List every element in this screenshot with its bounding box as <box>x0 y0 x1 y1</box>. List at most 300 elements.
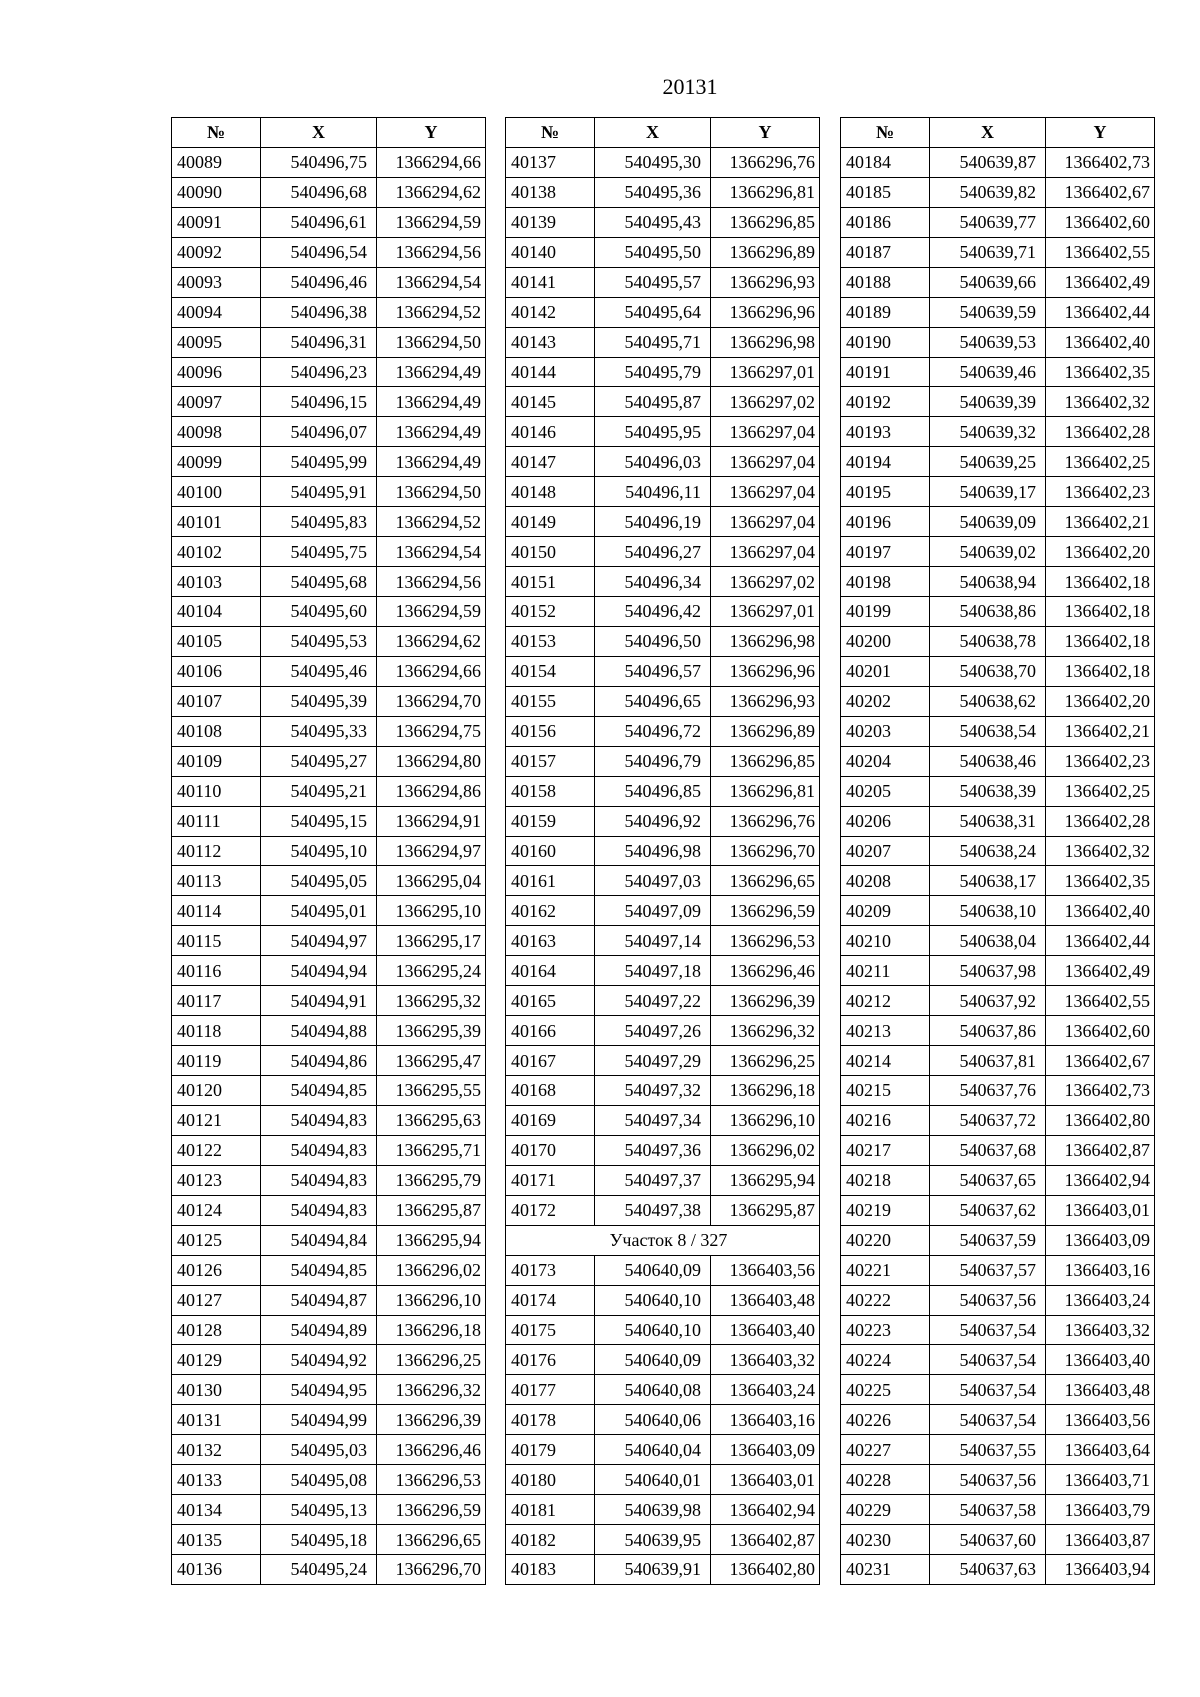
y-coordinate-cell: 1366402,18 <box>1046 567 1155 597</box>
x-coordinate-cell: 540637,58 <box>930 1495 1046 1525</box>
y-coordinate-cell: 1366296,70 <box>377 1555 486 1585</box>
table-row <box>172 1405 486 1435</box>
section-label: Участок 8 / 327 <box>506 1225 820 1255</box>
y-coordinate-cell: 1366294,49 <box>377 357 486 387</box>
table-row <box>841 986 1155 1016</box>
x-coordinate-cell: 540496,11 <box>595 477 711 507</box>
table-row <box>841 1375 1155 1405</box>
table-row <box>506 1555 820 1585</box>
y-coordinate-cell: 1366296,93 <box>711 267 820 297</box>
point-number-cell: 40138 <box>506 177 595 207</box>
x-coordinate-cell: 540639,95 <box>595 1525 711 1555</box>
point-number-cell: 40224 <box>841 1345 930 1375</box>
table-row <box>506 1315 820 1345</box>
y-coordinate-cell: 1366294,54 <box>377 537 486 567</box>
x-coordinate-cell: 540638,04 <box>930 926 1046 956</box>
x-coordinate-cell: 540638,46 <box>930 746 1046 776</box>
x-coordinate-cell: 540495,21 <box>261 776 377 806</box>
x-coordinate-cell: 540495,83 <box>261 507 377 537</box>
y-coordinate-cell: 1366403,09 <box>711 1435 820 1465</box>
table-row <box>841 597 1155 627</box>
table-row <box>841 327 1155 357</box>
x-coordinate-cell: 540495,79 <box>595 357 711 387</box>
x-coordinate-cell: 540639,17 <box>930 477 1046 507</box>
table-row <box>506 1435 820 1465</box>
point-number-cell: 40222 <box>841 1285 930 1315</box>
point-number-cell: 40132 <box>172 1435 261 1465</box>
x-coordinate-cell: 540494,84 <box>261 1225 377 1255</box>
x-coordinate-cell: 540637,65 <box>930 1165 1046 1195</box>
y-coordinate-cell: 1366297,04 <box>711 507 820 537</box>
x-coordinate-cell: 540496,42 <box>595 597 711 627</box>
point-number-cell: 40159 <box>506 806 595 836</box>
x-coordinate-cell: 540495,36 <box>595 177 711 207</box>
x-coordinate-cell: 540496,27 <box>595 537 711 567</box>
table-row <box>172 806 486 836</box>
y-coordinate-cell: 1366296,46 <box>377 1435 486 1465</box>
point-number-cell: 40205 <box>841 776 930 806</box>
table-row <box>172 507 486 537</box>
point-number-cell: 40211 <box>841 956 930 986</box>
point-number-cell: 40220 <box>841 1225 930 1255</box>
x-coordinate-cell: 540638,31 <box>930 806 1046 836</box>
table-header-row <box>841 118 1155 148</box>
point-number-cell: 40161 <box>506 866 595 896</box>
point-number-cell: 40179 <box>506 1435 595 1465</box>
x-coordinate-cell: 540637,55 <box>930 1435 1046 1465</box>
x-coordinate-cell: 540639,02 <box>930 537 1046 567</box>
table-row <box>841 507 1155 537</box>
table-row <box>841 806 1155 836</box>
point-number-cell: 40201 <box>841 656 930 686</box>
x-coordinate-cell: 540638,78 <box>930 626 1046 656</box>
table-header-row <box>172 118 486 148</box>
table-row <box>506 626 820 656</box>
table-row <box>172 1435 486 1465</box>
point-number-cell: 40143 <box>506 327 595 357</box>
table-row <box>172 1465 486 1495</box>
y-coordinate-cell: 1366296,89 <box>711 237 820 267</box>
point-number-cell: 40181 <box>506 1495 595 1525</box>
x-coordinate-cell: 540497,22 <box>595 986 711 1016</box>
table-row <box>841 1255 1155 1285</box>
x-coordinate-cell: 540638,62 <box>930 686 1046 716</box>
x-coordinate-cell: 540496,85 <box>595 776 711 806</box>
x-coordinate-cell: 540496,98 <box>595 836 711 866</box>
x-coordinate-cell: 540496,54 <box>261 237 377 267</box>
x-coordinate-cell: 540639,59 <box>930 297 1046 327</box>
x-coordinate-cell: 540495,43 <box>595 207 711 237</box>
y-coordinate-cell: 1366295,87 <box>711 1195 820 1225</box>
x-coordinate-cell: 540495,91 <box>261 477 377 507</box>
table-row <box>506 776 820 806</box>
point-number-cell: 40105 <box>172 626 261 656</box>
point-number-cell: 40131 <box>172 1405 261 1435</box>
table-row <box>172 1375 486 1405</box>
point-number-cell: 40126 <box>172 1255 261 1285</box>
table-row <box>506 896 820 926</box>
y-coordinate-cell: 1366403,16 <box>1046 1255 1155 1285</box>
table-row <box>841 477 1155 507</box>
table-row <box>841 567 1155 597</box>
y-coordinate-cell: 1366403,56 <box>1046 1405 1155 1435</box>
point-number-cell: 40165 <box>506 986 595 1016</box>
x-coordinate-cell: 540497,32 <box>595 1076 711 1106</box>
point-number-cell: 40230 <box>841 1525 930 1555</box>
x-coordinate-cell: 540496,34 <box>595 567 711 597</box>
x-coordinate-cell: 540496,61 <box>261 207 377 237</box>
x-coordinate-cell: 540494,83 <box>261 1135 377 1165</box>
table-row <box>172 327 486 357</box>
y-coordinate-cell: 1366294,80 <box>377 746 486 776</box>
point-number-cell: 40108 <box>172 716 261 746</box>
y-coordinate-cell: 1366402,73 <box>1046 147 1155 177</box>
x-coordinate-cell: 540637,92 <box>930 986 1046 1016</box>
x-coordinate-cell: 540495,68 <box>261 567 377 597</box>
x-coordinate-cell: 540496,50 <box>595 626 711 656</box>
point-number-cell: 40209 <box>841 896 930 926</box>
table-row <box>841 357 1155 387</box>
y-coordinate-cell: 1366295,87 <box>377 1195 486 1225</box>
table-row <box>506 417 820 447</box>
x-coordinate-cell: 540495,99 <box>261 447 377 477</box>
table-row <box>506 1195 820 1225</box>
y-coordinate-cell: 1366403,48 <box>711 1285 820 1315</box>
table-row <box>841 746 1155 776</box>
x-coordinate-cell: 540637,54 <box>930 1405 1046 1435</box>
table-row <box>172 1225 486 1255</box>
table-row <box>506 986 820 1016</box>
table-row <box>172 1345 486 1375</box>
table-row <box>172 237 486 267</box>
x-coordinate-cell: 540639,82 <box>930 177 1046 207</box>
point-number-cell: 40095 <box>172 327 261 357</box>
x-coordinate-cell: 540494,97 <box>261 926 377 956</box>
y-coordinate-cell: 1366295,55 <box>377 1076 486 1106</box>
y-coordinate-cell: 1366294,50 <box>377 477 486 507</box>
x-coordinate-cell: 540639,71 <box>930 237 1046 267</box>
y-coordinate-cell: 1366402,55 <box>1046 986 1155 1016</box>
y-coordinate-cell: 1366296,32 <box>377 1375 486 1405</box>
point-number-cell: 40200 <box>841 626 930 656</box>
point-number-cell: 40136 <box>172 1555 261 1585</box>
y-coordinate-cell: 1366297,02 <box>711 387 820 417</box>
table-row <box>506 1105 820 1135</box>
x-coordinate-cell: 540637,56 <box>930 1465 1046 1495</box>
x-coordinate-cell: 540494,83 <box>261 1195 377 1225</box>
x-coordinate-cell: 540497,18 <box>595 956 711 986</box>
table-row <box>506 866 820 896</box>
table-row <box>841 896 1155 926</box>
y-coordinate-cell: 1366295,10 <box>377 896 486 926</box>
point-number-cell: 40197 <box>841 537 930 567</box>
y-coordinate-cell: 1366296,59 <box>711 896 820 926</box>
y-coordinate-cell: 1366402,80 <box>1046 1105 1155 1135</box>
y-coordinate-cell: 1366294,86 <box>377 776 486 806</box>
table-row <box>506 686 820 716</box>
table-row <box>172 1165 486 1195</box>
table-row <box>841 207 1155 237</box>
x-coordinate-cell: 540496,03 <box>595 447 711 477</box>
point-number-cell: 40098 <box>172 417 261 447</box>
y-coordinate-cell: 1366402,94 <box>711 1495 820 1525</box>
table-row <box>841 387 1155 417</box>
y-coordinate-cell: 1366297,04 <box>711 477 820 507</box>
table-row <box>841 267 1155 297</box>
y-coordinate-cell: 1366403,24 <box>711 1375 820 1405</box>
point-number-cell: 40164 <box>506 956 595 986</box>
y-coordinate-cell: 1366295,04 <box>377 866 486 896</box>
point-number-cell: 40154 <box>506 656 595 686</box>
x-coordinate-cell: 540639,25 <box>930 447 1046 477</box>
x-coordinate-cell: 540495,50 <box>595 237 711 267</box>
point-number-cell: 40194 <box>841 447 930 477</box>
x-coordinate-cell: 540496,72 <box>595 716 711 746</box>
table-row <box>172 447 486 477</box>
y-coordinate-cell: 1366402,73 <box>1046 1076 1155 1106</box>
table-row <box>506 1375 820 1405</box>
point-number-cell: 40185 <box>841 177 930 207</box>
table-row <box>841 1225 1155 1255</box>
y-coordinate-cell: 1366403,24 <box>1046 1285 1155 1315</box>
y-coordinate-cell: 1366296,32 <box>711 1016 820 1046</box>
x-coordinate-cell: 540496,19 <box>595 507 711 537</box>
x-coordinate-cell: 540639,77 <box>930 207 1046 237</box>
table-row <box>506 806 820 836</box>
y-coordinate-cell: 1366296,53 <box>711 926 820 956</box>
point-number-cell: 40163 <box>506 926 595 956</box>
x-coordinate-cell: 540640,10 <box>595 1315 711 1345</box>
point-number-cell: 40114 <box>172 896 261 926</box>
y-coordinate-cell: 1366294,49 <box>377 447 486 477</box>
y-coordinate-cell: 1366402,80 <box>711 1555 820 1585</box>
y-coordinate-cell: 1366294,62 <box>377 626 486 656</box>
y-coordinate-cell: 1366402,23 <box>1046 746 1155 776</box>
x-coordinate-cell: 540639,46 <box>930 357 1046 387</box>
point-number-cell: 40142 <box>506 297 595 327</box>
x-coordinate-cell: 540494,88 <box>261 1016 377 1046</box>
y-coordinate-cell: 1366402,20 <box>1046 537 1155 567</box>
x-coordinate-cell: 540638,39 <box>930 776 1046 806</box>
table-row <box>172 1255 486 1285</box>
x-coordinate-cell: 540494,95 <box>261 1375 377 1405</box>
x-coordinate-cell: 540497,03 <box>595 866 711 896</box>
x-coordinate-cell: 540495,01 <box>261 896 377 926</box>
y-coordinate-cell: 1366295,71 <box>377 1135 486 1165</box>
x-coordinate-cell: 540496,57 <box>595 656 711 686</box>
y-coordinate-cell: 1366402,25 <box>1046 447 1155 477</box>
table-row <box>172 836 486 866</box>
y-coordinate-cell: 1366402,28 <box>1046 417 1155 447</box>
y-coordinate-cell: 1366296,53 <box>377 1465 486 1495</box>
y-coordinate-cell: 1366294,52 <box>377 297 486 327</box>
table-row <box>172 537 486 567</box>
y-coordinate-cell: 1366296,02 <box>377 1255 486 1285</box>
point-number-cell: 40097 <box>172 387 261 417</box>
table-row <box>506 177 820 207</box>
table-header-row <box>506 118 820 148</box>
y-coordinate-cell: 1366295,94 <box>377 1225 486 1255</box>
table-row <box>172 1315 486 1345</box>
y-coordinate-cell: 1366402,35 <box>1046 357 1155 387</box>
x-coordinate-cell: 540496,65 <box>595 686 711 716</box>
y-coordinate-cell: 1366402,87 <box>1046 1135 1155 1165</box>
x-coordinate-cell: 540497,14 <box>595 926 711 956</box>
point-number-cell: 40146 <box>506 417 595 447</box>
point-number-cell: 40192 <box>841 387 930 417</box>
point-number-cell: 40208 <box>841 866 930 896</box>
table-row <box>506 1255 820 1285</box>
x-coordinate-cell: 540495,24 <box>261 1555 377 1585</box>
x-coordinate-cell: 540637,81 <box>930 1046 1046 1076</box>
y-coordinate-cell: 1366402,25 <box>1046 776 1155 806</box>
point-number-cell: 40145 <box>506 387 595 417</box>
point-number-cell: 40175 <box>506 1315 595 1345</box>
point-number-cell: 40198 <box>841 567 930 597</box>
point-number-cell: 40180 <box>506 1465 595 1495</box>
x-coordinate-cell: 540637,63 <box>930 1555 1046 1585</box>
x-coordinate-cell: 540494,94 <box>261 956 377 986</box>
point-number-cell: 40122 <box>172 1135 261 1165</box>
x-coordinate-cell: 540637,54 <box>930 1315 1046 1345</box>
x-coordinate-cell: 540640,08 <box>595 1375 711 1405</box>
y-coordinate-cell: 1366402,35 <box>1046 866 1155 896</box>
table-row <box>172 387 486 417</box>
y-coordinate-cell: 1366296,96 <box>711 656 820 686</box>
y-coordinate-cell: 1366296,39 <box>377 1405 486 1435</box>
table-row <box>841 1016 1155 1046</box>
table-row <box>841 686 1155 716</box>
table-row <box>841 147 1155 177</box>
table-row <box>506 1016 820 1046</box>
table-row <box>172 1555 486 1585</box>
table-row <box>172 1046 486 1076</box>
table-row <box>506 1525 820 1555</box>
table-row <box>506 1046 820 1076</box>
y-coordinate-cell: 1366402,60 <box>1046 1016 1155 1046</box>
table-row <box>841 177 1155 207</box>
y-coordinate-cell: 1366297,01 <box>711 357 820 387</box>
y-coordinate-cell: 1366294,52 <box>377 507 486 537</box>
table-row <box>172 1076 486 1106</box>
header-x: X <box>930 118 1046 148</box>
x-coordinate-cell: 540494,89 <box>261 1315 377 1345</box>
y-coordinate-cell: 1366403,64 <box>1046 1435 1155 1465</box>
x-coordinate-cell: 540496,23 <box>261 357 377 387</box>
y-coordinate-cell: 1366296,81 <box>711 177 820 207</box>
point-number-cell: 40107 <box>172 686 261 716</box>
x-coordinate-cell: 540640,04 <box>595 1435 711 1465</box>
x-coordinate-cell: 540496,31 <box>261 327 377 357</box>
point-number-cell: 40155 <box>506 686 595 716</box>
table-row <box>506 507 820 537</box>
y-coordinate-cell: 1366296,65 <box>711 866 820 896</box>
x-coordinate-cell: 540495,10 <box>261 836 377 866</box>
y-coordinate-cell: 1366402,20 <box>1046 686 1155 716</box>
x-coordinate-cell: 540495,75 <box>261 537 377 567</box>
y-coordinate-cell: 1366294,59 <box>377 207 486 237</box>
point-number-cell: 40141 <box>506 267 595 297</box>
point-number-cell: 40157 <box>506 746 595 776</box>
y-coordinate-cell: 1366295,63 <box>377 1105 486 1135</box>
x-coordinate-cell: 540494,83 <box>261 1165 377 1195</box>
y-coordinate-cell: 1366296,93 <box>711 686 820 716</box>
x-coordinate-cell: 540495,60 <box>261 597 377 627</box>
point-number-cell: 40106 <box>172 656 261 686</box>
table-row <box>841 866 1155 896</box>
point-number-cell: 40191 <box>841 357 930 387</box>
x-coordinate-cell: 540639,32 <box>930 417 1046 447</box>
y-coordinate-cell: 1366402,67 <box>1046 177 1155 207</box>
point-number-cell: 40091 <box>172 207 261 237</box>
x-coordinate-cell: 540495,13 <box>261 1495 377 1525</box>
point-number-cell: 40137 <box>506 147 595 177</box>
point-number-cell: 40178 <box>506 1405 595 1435</box>
table-row <box>172 477 486 507</box>
y-coordinate-cell: 1366296,65 <box>377 1525 486 1555</box>
table-row <box>841 626 1155 656</box>
point-number-cell: 40134 <box>172 1495 261 1525</box>
table-row <box>506 387 820 417</box>
table-row <box>506 147 820 177</box>
point-number-cell: 40193 <box>841 417 930 447</box>
x-coordinate-cell: 540637,57 <box>930 1255 1046 1285</box>
table-row <box>841 447 1155 477</box>
table-row <box>506 926 820 956</box>
y-coordinate-cell: 1366403,87 <box>1046 1525 1155 1555</box>
point-number-cell: 40101 <box>172 507 261 537</box>
x-coordinate-cell: 540637,68 <box>930 1135 1046 1165</box>
x-coordinate-cell: 540638,86 <box>930 597 1046 627</box>
y-coordinate-cell: 1366402,44 <box>1046 926 1155 956</box>
x-coordinate-cell: 540639,66 <box>930 267 1046 297</box>
x-coordinate-cell: 540497,36 <box>595 1135 711 1165</box>
point-number-cell: 40113 <box>172 866 261 896</box>
table-row <box>172 1495 486 1525</box>
y-coordinate-cell: 1366402,67 <box>1046 1046 1155 1076</box>
coordinate-table-2 <box>505 117 820 1585</box>
point-number-cell: 40183 <box>506 1555 595 1585</box>
table-row <box>506 237 820 267</box>
x-coordinate-cell: 540496,79 <box>595 746 711 776</box>
y-coordinate-cell: 1366402,94 <box>1046 1165 1155 1195</box>
table-row <box>172 207 486 237</box>
point-number-cell: 40190 <box>841 327 930 357</box>
y-coordinate-cell: 1366295,39 <box>377 1016 486 1046</box>
y-coordinate-cell: 1366294,59 <box>377 597 486 627</box>
point-number-cell: 40170 <box>506 1135 595 1165</box>
table-row <box>506 1345 820 1375</box>
y-coordinate-cell: 1366295,17 <box>377 926 486 956</box>
point-number-cell: 40229 <box>841 1495 930 1525</box>
x-coordinate-cell: 540640,01 <box>595 1465 711 1495</box>
table-row <box>841 956 1155 986</box>
header-y: Y <box>377 118 486 148</box>
table-row <box>172 147 486 177</box>
table-row <box>841 1555 1155 1585</box>
y-coordinate-cell: 1366296,10 <box>377 1285 486 1315</box>
y-coordinate-cell: 1366402,18 <box>1046 597 1155 627</box>
table-row <box>172 896 486 926</box>
table-row <box>841 1105 1155 1135</box>
y-coordinate-cell: 1366296,59 <box>377 1495 486 1525</box>
x-coordinate-cell: 540497,38 <box>595 1195 711 1225</box>
y-coordinate-cell: 1366402,21 <box>1046 507 1155 537</box>
y-coordinate-cell: 1366294,75 <box>377 716 486 746</box>
y-coordinate-cell: 1366402,40 <box>1046 896 1155 926</box>
y-coordinate-cell: 1366296,76 <box>711 806 820 836</box>
y-coordinate-cell: 1366402,18 <box>1046 626 1155 656</box>
